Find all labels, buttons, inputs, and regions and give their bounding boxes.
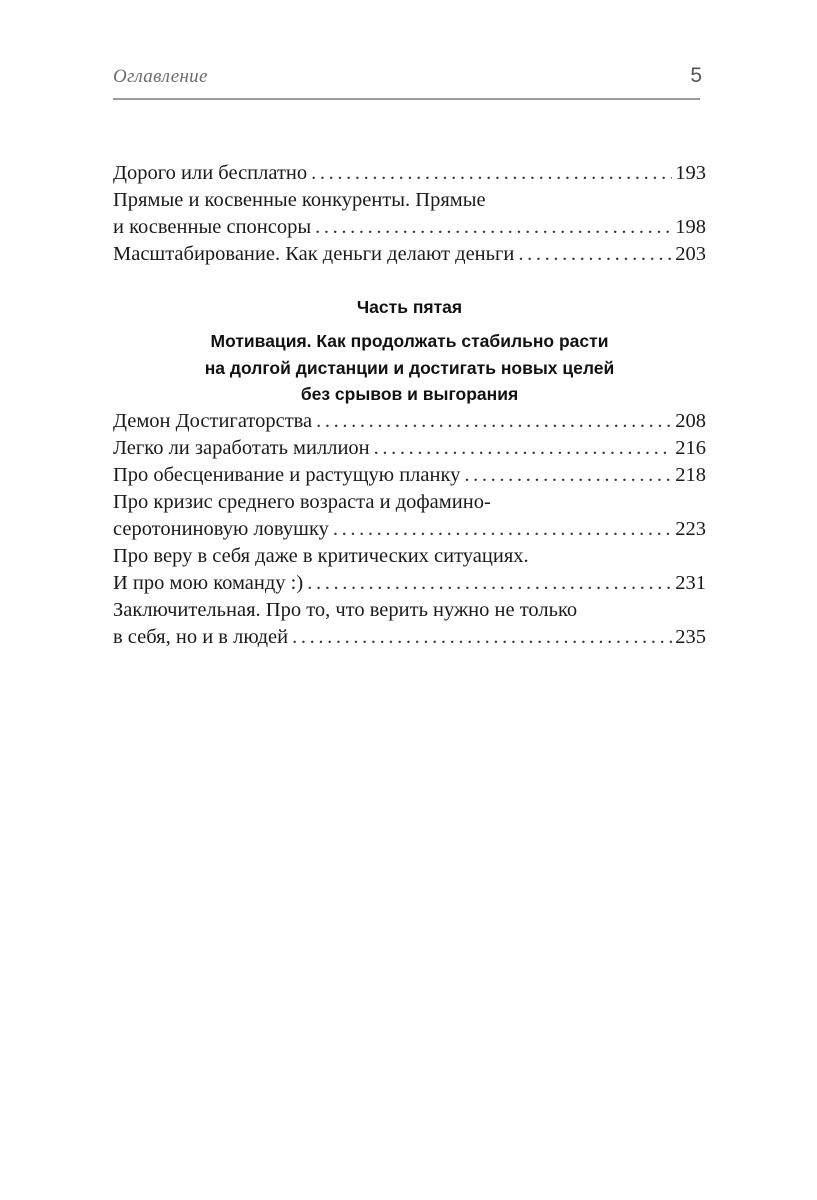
toc-entry-title: Демон Достигаторства xyxy=(113,408,316,435)
toc-entry-title-cont: серотониновую ловушку xyxy=(113,516,333,543)
dot-leader xyxy=(518,241,672,268)
part-title-line: Мотивация. Как продолжать стабильно расти xyxy=(210,331,609,351)
dot-leader xyxy=(307,570,672,597)
dot-leader xyxy=(333,516,672,543)
header-rule xyxy=(113,98,700,100)
part-title-line: на долгой дистанции и достигать новых целей xyxy=(204,357,615,378)
toc-entry[interactable] xyxy=(113,462,706,489)
part-title-line: без срывов и выгорания xyxy=(300,384,519,404)
toc-entry-title-cont: в себя, но и в людей xyxy=(113,624,292,651)
toc-entry[interactable] xyxy=(113,241,706,268)
toc-entry[interactable] xyxy=(113,597,706,651)
toc-entry-title: Прямые и косвенные конкуренты. Прямые xyxy=(113,189,486,211)
dot-leader xyxy=(311,160,672,187)
toc-entry-page: 216 xyxy=(675,436,706,459)
toc-entry-page: 218 xyxy=(675,463,706,486)
toc-entry-page: 193 xyxy=(675,162,706,184)
toc-entry-page: 223 xyxy=(675,517,706,540)
section-title: Оглавление xyxy=(113,66,208,87)
dot-leader xyxy=(292,624,672,651)
toc-entry[interactable] xyxy=(113,408,706,435)
toc-entry[interactable] xyxy=(113,160,706,187)
toc-entry-page: 203 xyxy=(675,243,706,265)
table-of-contents xyxy=(113,160,706,651)
toc-entry-title-cont: И про мою команду :) xyxy=(113,570,307,597)
dot-leader xyxy=(315,214,672,241)
toc-entry-page: 208 xyxy=(675,409,706,432)
toc-entry-title: Легко ли заработать миллион xyxy=(113,435,374,462)
dot-leader xyxy=(316,408,672,435)
toc-entry-title: Заключительная. Про то, что верить нужно не только xyxy=(113,598,578,621)
toc-entry[interactable] xyxy=(113,543,706,597)
running-head xyxy=(113,66,706,94)
toc-entry[interactable] xyxy=(113,489,706,543)
toc-entry-page: 231 xyxy=(675,571,706,594)
toc-entry-title: Масштабирование. Как деньги делают деньги xyxy=(113,241,518,268)
toc-entry-title: Дорого или бесплатно xyxy=(113,160,311,187)
toc-entry-title: Про обесценивание и растущую планку xyxy=(113,462,464,489)
dot-leader xyxy=(374,435,673,462)
toc-entry-title-cont: и косвенные спонсоры xyxy=(113,214,315,241)
toc-entry-page: 235 xyxy=(675,625,706,648)
toc-entry-title: Про кризис среднего возраста и дофамино- xyxy=(113,490,491,513)
toc-entry[interactable] xyxy=(113,435,706,462)
page-number: 5 xyxy=(690,64,702,87)
toc-entry-page: 198 xyxy=(675,216,706,238)
part-title xyxy=(113,328,706,408)
dot-leader xyxy=(464,462,672,489)
part-label: Часть пятая xyxy=(356,297,463,317)
toc-entry-title: Про веру в себя даже в критических ситуациях. xyxy=(113,544,529,567)
toc-entry[interactable] xyxy=(113,187,706,241)
